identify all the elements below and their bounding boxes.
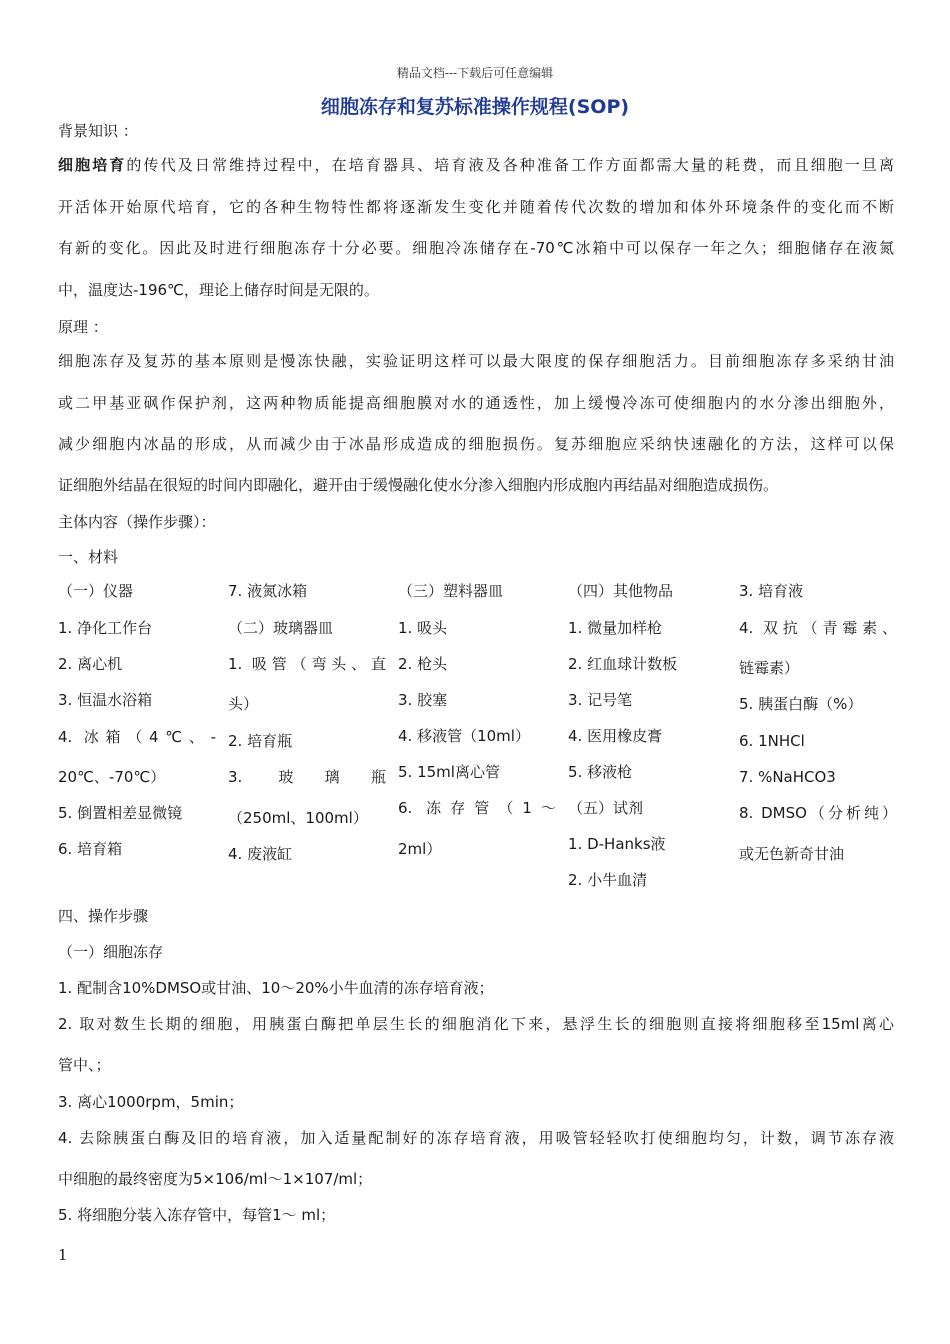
list-item: （250ml、100ml） <box>228 809 368 827</box>
step-3: 3. 离心1000rpm，5min； <box>58 1093 244 1111</box>
list-item: 6. 1NHCl <box>739 732 805 750</box>
header-note: 精品文档---下载后可任意编辑 <box>396 66 554 80</box>
main-heading: 主体内容（操作步骤）： <box>58 513 216 531</box>
list-item: 4. 废液缸 <box>228 845 293 863</box>
list-item: 2ml） <box>398 840 442 858</box>
background-line-1-rest: 的传代及日常维持过程中，在培育器具、培育液及各种准备工作方面都需大量的耗费，而且细胞一旦离 <box>126 156 894 174</box>
list-item: 2. 红血球计数板 <box>568 655 678 673</box>
background-lead-bold: 细胞培育 <box>58 156 127 174</box>
list-item: 5. 15ml离心管 <box>398 763 500 781</box>
list-item: 6. 冻存管（1～ <box>398 799 556 817</box>
materials-heading: 一、材料 <box>58 548 119 566</box>
list-item: 1. 吸管（弯头、直 <box>228 655 386 673</box>
background-line-4: 中，温度达-196℃，理论上储存时间是无限的。 <box>58 281 379 299</box>
list-item: 或无色新奇甘油 <box>739 845 845 863</box>
list-item: （三）塑料器皿 <box>398 582 504 600</box>
list-item: 20℃、-70℃） <box>58 768 166 786</box>
step-5: 5. 将细胞分装入冻存管中，每管1～ ml； <box>58 1206 336 1224</box>
list-item: 1. D-Hanks液 <box>568 835 666 853</box>
step-2-line-2: 管中、； <box>58 1056 111 1074</box>
list-item: 7. %NaHCO3 <box>739 768 836 786</box>
principle-line-4: 证细胞外结晶在很短的时间内即融化，避开由于缓慢融化使水分渗入细胞内形成胞内再结晶对细胞造成损伤。 <box>58 476 779 494</box>
list-item: 2. 小牛血清 <box>568 871 648 889</box>
background-heading: 背景知识 ： <box>58 122 138 140</box>
list-item: 1. 微量加样枪 <box>568 619 663 637</box>
principle-line-3: 减少细胞内冰晶的形成，从而减少由于冰晶形成造成的细胞损伤。复苏细胞应采纳快速融化的方法，这样可以保 <box>58 435 894 453</box>
list-item: 3. 培育液 <box>739 582 804 600</box>
list-item: 4. 冰箱（4℃、- <box>58 728 216 746</box>
list-item: 2. 枪头 <box>398 655 448 673</box>
list-item: 4. 双抗（青霉素、 <box>739 619 897 637</box>
list-item: 6. 培育箱 <box>58 840 123 858</box>
list-item: 4. 医用橡皮膏 <box>568 727 663 745</box>
list-item: 3. 胶塞 <box>398 691 448 709</box>
principle-line-1: 细胞冻存及复苏的基本原则是慢冻快融，实验证明这样可以最大限度的保存细胞活力。目前细胞冻存多采纳甘油 <box>58 352 894 370</box>
step-4-line-1: 4. 去除胰蛋白酶及旧的培育液，加入适量配制好的冻存培育液，用吸管轻轻吹打使细胞均匀，计数，调节冻存液 <box>58 1129 894 1147</box>
principle-line-2: 或二甲基亚砜作保护剂，这两种物质能提高细胞膜对水的通透性，加上缓慢冷冻可使细胞内的水分渗出细胞外， <box>58 394 894 412</box>
list-item: 链霉素） <box>739 659 800 677</box>
list-item: 3. 玻璃瓶 <box>228 768 386 786</box>
background-line-3: 有新的变化。因此及时进行细胞冻存十分必要。细胞冷冻储存在-70℃冰箱中可以保存一年之久；细胞储存在液氮 <box>58 239 894 257</box>
step-1: 1. 配制含10%DMSO或甘油、10～20%小牛血清的冻存培育液； <box>58 979 494 997</box>
list-item: （一）仪器 <box>58 582 134 600</box>
principle-heading: 原理 ： <box>58 318 108 336</box>
list-item: 5. 胰蛋白酶（%） <box>739 695 863 713</box>
page-number: 1 <box>58 1246 68 1264</box>
list-item: 1. 净化工作台 <box>58 619 153 637</box>
list-item: （二）玻璃器皿 <box>228 619 334 637</box>
list-item: 头） <box>228 695 259 713</box>
list-item: 7. 液氮冰箱 <box>228 582 308 600</box>
step-2-line-1: 2. 取对数生长期的细胞，用胰蛋白酶把单层生长的细胞消化下来，悬浮生长的细胞则直接将细胞移至15ml离心 <box>58 1015 894 1033</box>
list-item: （五）试剂 <box>568 799 644 817</box>
list-item: 4. 移液管（10ml） <box>398 727 530 745</box>
steps-heading: 四、操作步骤 <box>58 907 149 925</box>
background-line-1 <box>58 154 894 176</box>
step-4-line-2: 中细胞的最终密度为5×106/ml～1×107/ml； <box>58 1170 373 1188</box>
list-item: 8. DMSO（分析纯） <box>739 804 897 822</box>
list-item: 2. 培育瓶 <box>228 732 293 750</box>
freeze-heading: （一）细胞冻存 <box>58 943 164 961</box>
list-item: 3. 恒温水浴箱 <box>58 691 153 709</box>
list-item: 3. 记号笔 <box>568 691 633 709</box>
background-line-2: 开活体开始原代培育，它的各种生物特性都将逐渐发生变化并随着传代次数的增加和体外环境条件的变化而不断 <box>58 198 894 216</box>
list-item: 5. 倒置相差显微镜 <box>58 804 183 822</box>
list-item: 2. 离心机 <box>58 655 123 673</box>
list-item: 5. 移液枪 <box>568 763 633 781</box>
list-item: 1. 吸头 <box>398 619 448 637</box>
list-item: （四）其他物品 <box>568 582 674 600</box>
page-title: 细胞冻存和复苏标准操作规程(SOP) <box>320 96 630 118</box>
